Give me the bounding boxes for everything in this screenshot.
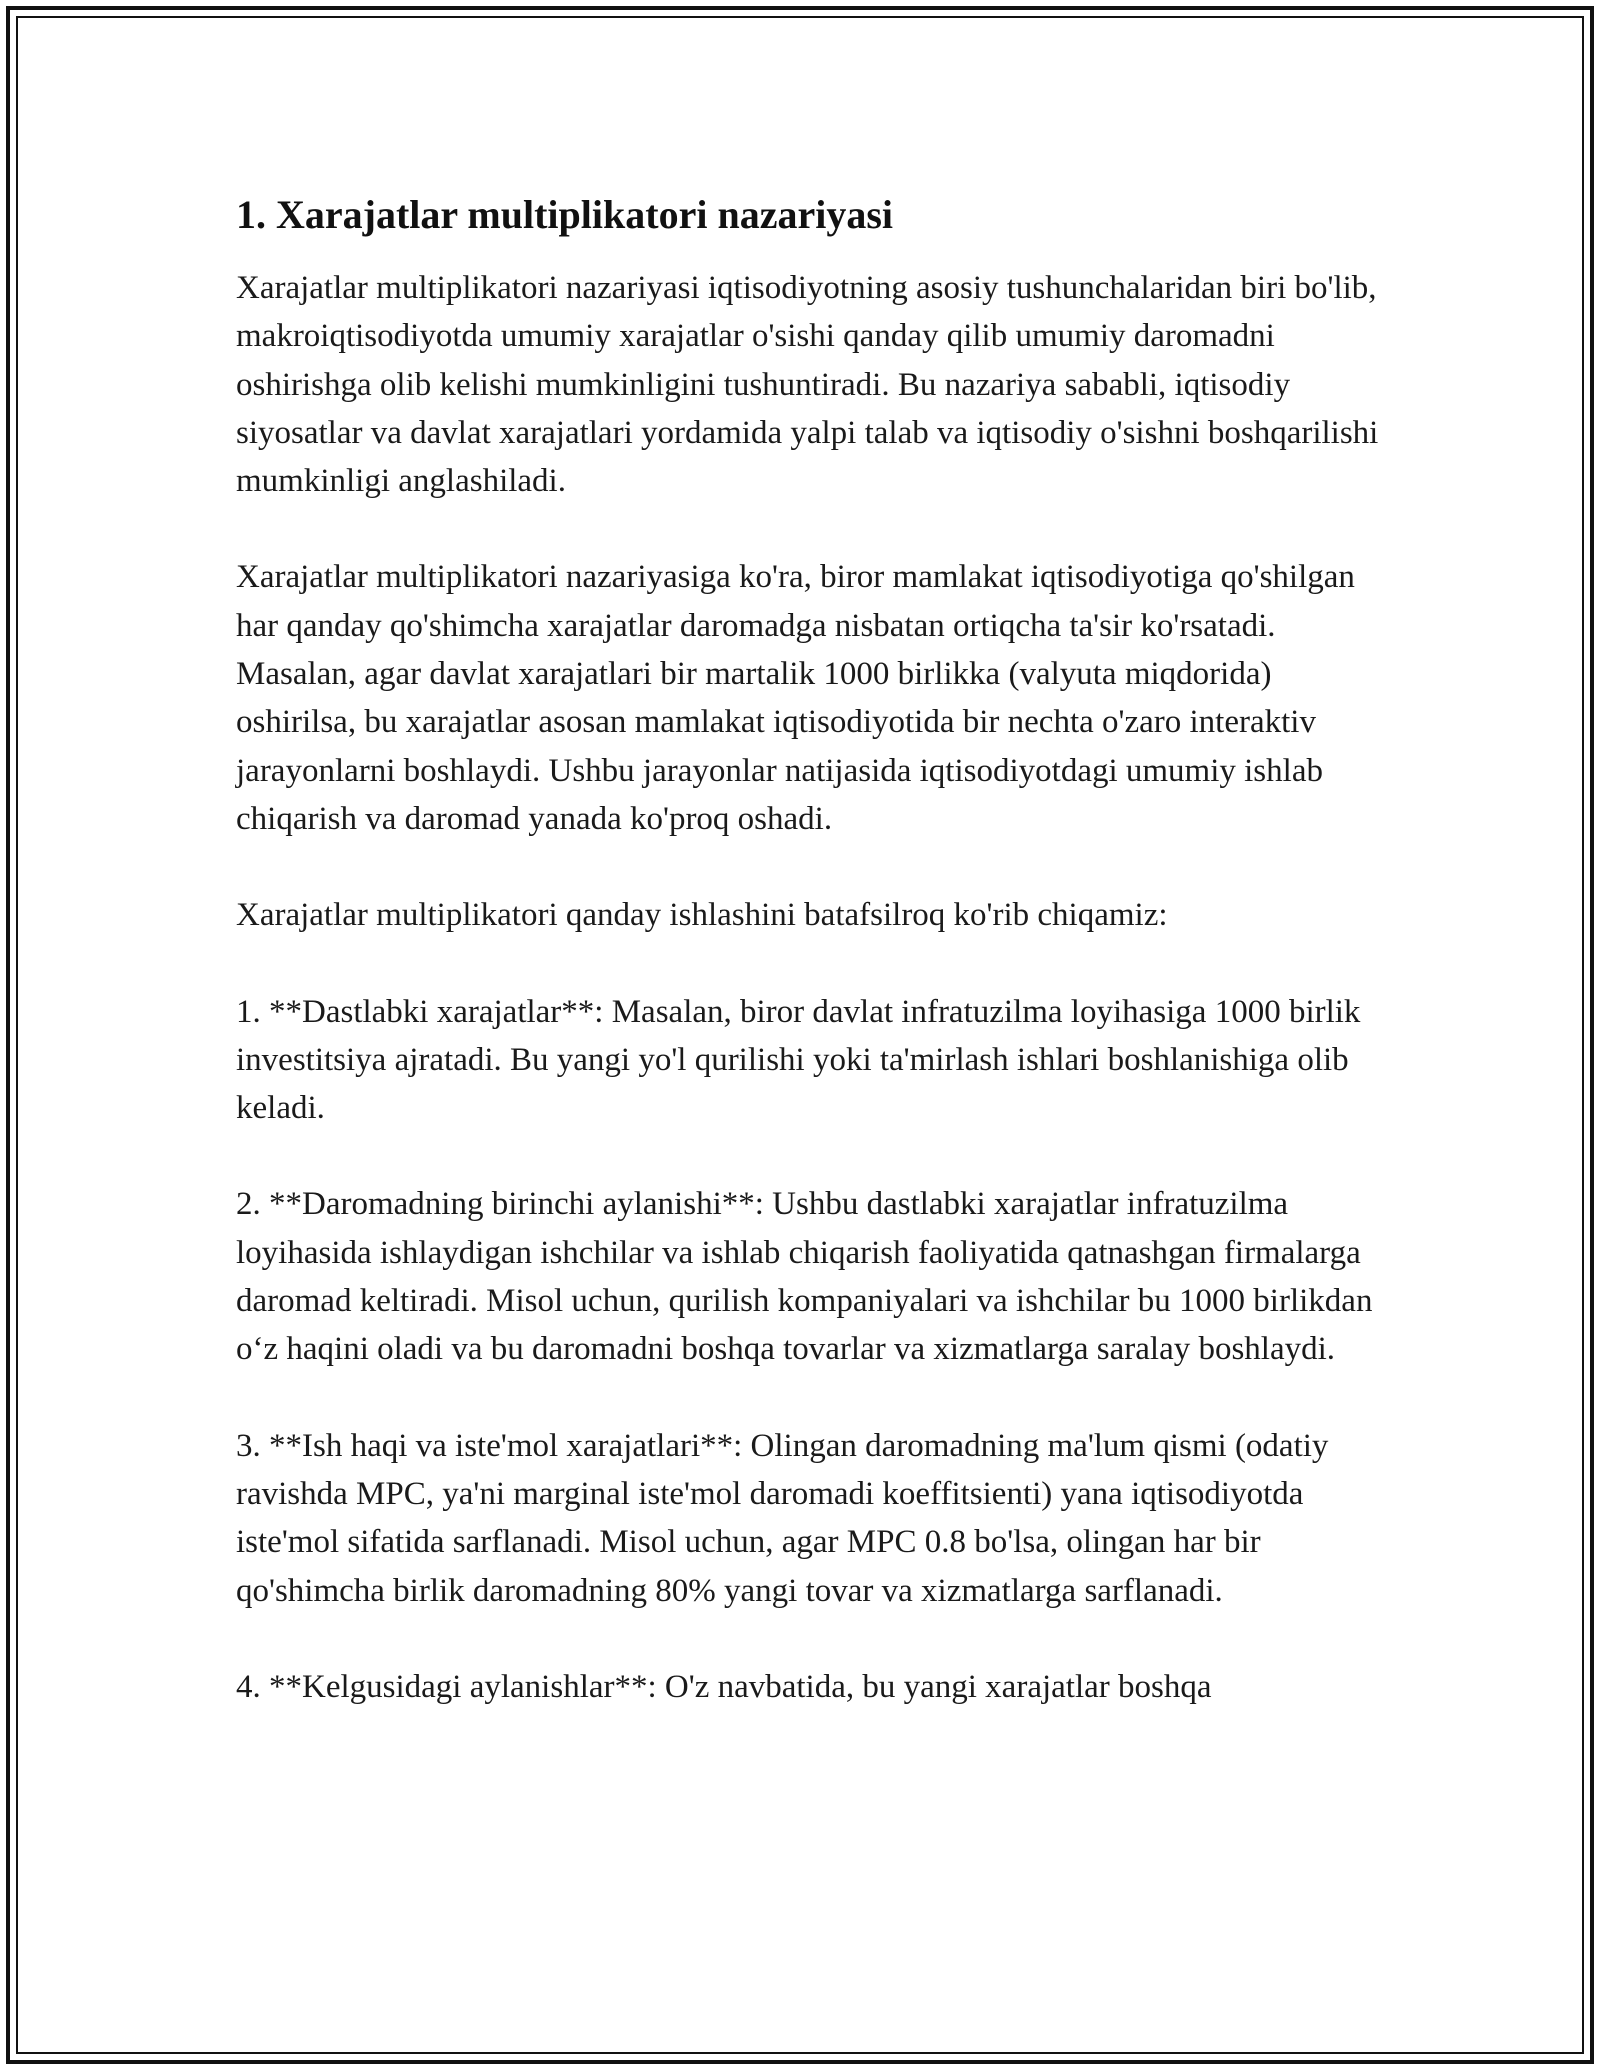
paragraph-intro: Xarajatlar multiplikatori nazariyasi iqtisodiyotning asosiy tushunchalaridan biri bo'lib, makroiqtisodiyotda umumiy xarajatlar o'sishi qanday qilib umumiy daromadni oshirishga olib kelishi mumkinligini tushuntiradi. Bu nazariya sababli, iqtisodiy siyosatlar va davlat xarajatlari yordamida yalpi talab va iqtisodiy o'sishni boshqarilishi mumkinligi anglashiladi. bbox=[236, 270, 1379, 500]
list-item-consumption: 3. **Ish haqi va iste'mol xarajatlari**: Olingan daromadning ma'lum qismi (odatiy ravishda MPC, ya'ni marginal iste'mol daromadi koeffitsienti) yana iqtisodiyotda iste'mol sifatida sarflanadi. Misol uchun, agar MPC 0.8 bo'lsa, olingan har bir qo'shimcha birlik daromadning 80% yangi tovar va xizmatlarga sarflanadi. bbox=[236, 1427, 1329, 1609]
list-item-future-rounds: 4. **Kelgusidagi aylanishlar**: O'z navbatida, bu yangi xarajatlar boshqa bbox=[236, 1668, 1212, 1705]
list-item-first-income-round: 2. **Daromadning birinchi aylanishi**: Ushbu dastlabki xarajatlar infratuzilma loyihasida ishlaydigan ishchilar va ishlab chiqarish faoliyatida qatnashgan firmalarga daromad keltiradi. Misol uchun, qurilish kompaniyalari va ishchilar bu 1000 birlikdan o‘z haqini oladi va bu daromadni boshqa tovarlar va xizmatlarga saralay boshlaydi. bbox=[236, 1186, 1373, 1368]
section-heading: 1. Xarajatlar multiplikatori nazariyasi bbox=[236, 192, 893, 237]
document-body bbox=[236, 186, 1386, 1759]
paragraph-lead-in: Xarajatlar multiplikatori qanday ishlashini batafsilroq ko'rib chiqamiz: bbox=[236, 897, 1168, 934]
paragraph-theory: Xarajatlar multiplikatori nazariyasiga ko'ra, biror mamlakat iqtisodiyotiga qo'shilgan har qanday qo'shimcha xarajatlar daromadga nisbatan ortiqcha ta'sir ko'rsatadi. Masalan, agar davlat xarajatlari bir martalik 1000 birlikka (valyuta miqdorida) oshirilsa, bu xarajatlar asosan mamlakat iqtisodiyotida bir nechta o'zaro interaktiv jarayonlarni boshlaydi. Ushbu jarayonlar natijasida iqtisodiyotdagi umumiy ishlab chiqarish va daromad yanada ko'proq oshadi. bbox=[236, 559, 1355, 837]
list-item-initial-spending: 1. **Dastlabki xarajatlar**: Masalan, biror davlat infratuzilma loyihasiga 1000 birlik investitsiya ajratadi. Bu yangi yo'l qurilishi yoki ta'mirlash ishlari boshlanishiga olib keladi. bbox=[236, 993, 1361, 1127]
